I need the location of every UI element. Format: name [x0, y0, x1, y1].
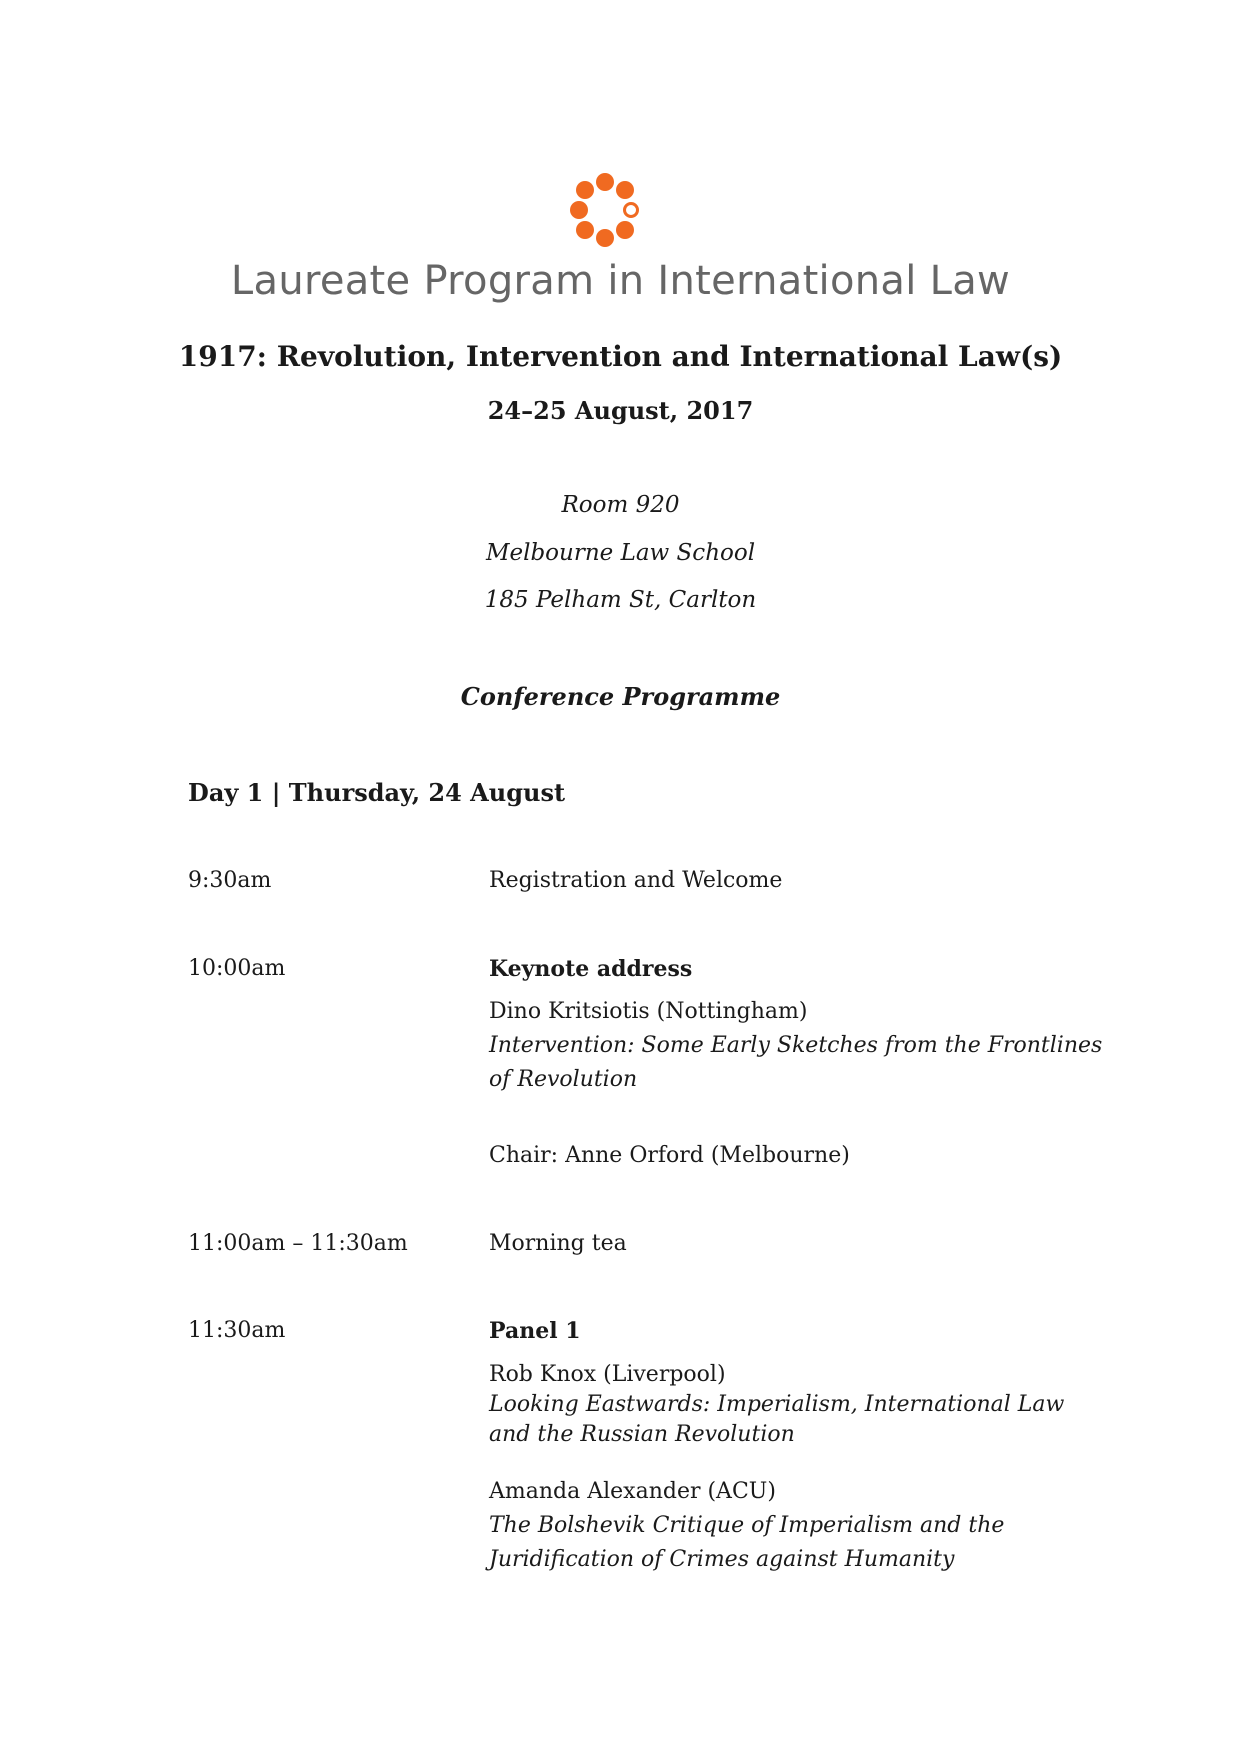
venue-school: Melbourne Law School	[485, 540, 756, 566]
session-time: 10:00am	[188, 956, 286, 981]
talk-title-line: The Bolshevik Critique of Imperialism and the	[489, 1513, 1005, 1538]
talk-title-line: and the Russian Revolution	[489, 1422, 795, 1447]
venue-room: Room 920	[561, 492, 680, 518]
session-title: Registration and Welcome	[489, 868, 783, 893]
session-time: 11:30am	[188, 1318, 286, 1343]
talk-title-line: Looking Eastwards: Imperialism, International Law	[489, 1392, 1065, 1417]
venue-address: 185 Pelham St, Carlton	[484, 587, 757, 613]
logo-dots-icon	[565, 170, 645, 250]
talk-title-line: of Revolution	[489, 1067, 638, 1092]
programme-heading: Conference Programme	[460, 682, 781, 711]
session-time: 9:30am	[188, 868, 272, 893]
talk-title-line: Juridification of Crimes against Humanity	[489, 1547, 955, 1572]
talk-title-line: Intervention: Some Early Sketches from the Frontlines	[489, 1033, 1103, 1058]
conference-dates: 24–25 August, 2017	[487, 396, 754, 425]
speaker-name: Amanda Alexander (ACU)	[489, 1479, 776, 1504]
session-title: Morning tea	[489, 1231, 627, 1256]
conference-title: 1917: Revolution, Intervention and International Law(s)	[178, 340, 1063, 373]
session-time: 11:00am – 11:30am	[188, 1231, 408, 1256]
day-heading: Day 1 | Thursday, 24 August	[188, 778, 566, 807]
session-title: Panel 1	[489, 1318, 581, 1344]
session-chair: Chair: Anne Orford (Melbourne)	[489, 1143, 850, 1168]
speaker-name: Dino Kritsiotis (Nottingham)	[489, 999, 808, 1024]
logo-text: Laureate Program in International Law	[230, 258, 1011, 304]
session-title: Keynote address	[489, 956, 693, 982]
speaker-name: Rob Knox (Liverpool)	[489, 1362, 726, 1387]
